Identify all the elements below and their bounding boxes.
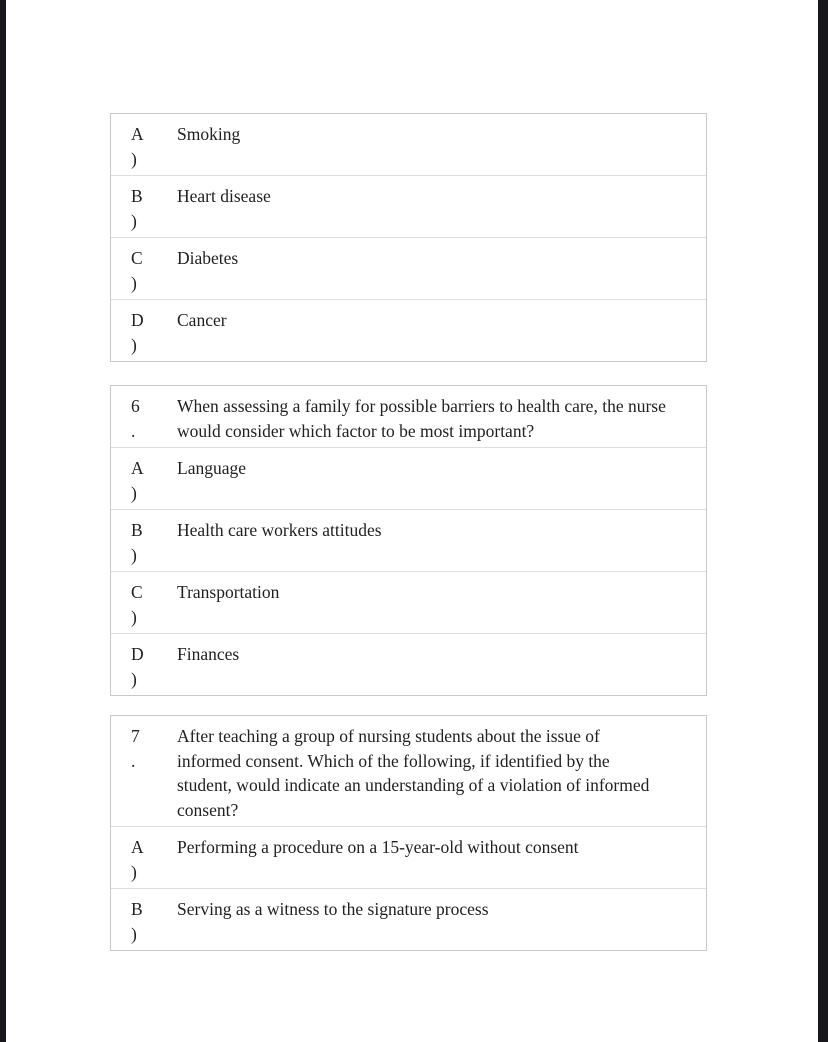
option-paren: ) — [131, 668, 137, 689]
question-number-dot: . — [131, 420, 136, 441]
screen-edge-bar-right — [818, 0, 828, 1042]
question-number-dot: . — [131, 750, 136, 771]
option-label — [111, 572, 177, 633]
option-paren: ) — [131, 544, 137, 565]
option-paren: ) — [131, 272, 137, 293]
option-row-a — [111, 114, 706, 175]
question-text: After teaching a group of nursing students about the issue of informed consent. Which of the following, if identified by the student, would indicate an understanding of a violation of informed consent? — [177, 726, 650, 820]
option-letter: A — [131, 124, 144, 144]
screen-edge-bar-left — [0, 0, 6, 1042]
option-label — [111, 300, 177, 361]
option-text: Finances — [177, 644, 240, 664]
option-label — [111, 827, 177, 888]
option-label — [111, 114, 177, 175]
quiz-table-options-block — [110, 113, 707, 362]
question-number-label — [111, 386, 177, 447]
option-letter: D — [131, 644, 144, 664]
option-text: Diabetes — [177, 248, 239, 268]
option-row-d — [111, 633, 706, 695]
option-text: Transportation — [177, 582, 280, 602]
option-letter: C — [131, 582, 143, 602]
option-row-d — [111, 299, 706, 361]
option-text: Performing a procedure on a 15-year-old without consent — [177, 837, 579, 857]
question-text: When assessing a family for possible barriers to health care, the nurse would consider which factor to be most important? — [177, 396, 666, 441]
quiz-table-question-7 — [110, 715, 707, 951]
option-text: Cancer — [177, 310, 227, 330]
option-text: Heart disease — [177, 186, 271, 206]
option-label — [111, 238, 177, 299]
option-letter: B — [131, 520, 143, 540]
question-number: 7 — [131, 726, 140, 746]
option-row-b — [111, 509, 706, 571]
question-number-label — [111, 716, 177, 777]
option-text: Language — [177, 458, 246, 478]
option-paren: ) — [131, 210, 137, 231]
option-row-b — [111, 175, 706, 237]
option-text: Smoking — [177, 124, 241, 144]
option-label — [111, 448, 177, 509]
option-row-b — [111, 888, 706, 950]
option-letter: A — [131, 837, 144, 857]
option-text: Health care workers attitudes — [177, 520, 382, 540]
question-row-6 — [111, 386, 706, 447]
option-paren: ) — [131, 482, 137, 503]
option-paren: ) — [131, 148, 137, 169]
option-row-a — [111, 447, 706, 509]
option-letter: C — [131, 248, 143, 268]
option-label — [111, 889, 177, 950]
option-letter: A — [131, 458, 144, 478]
option-letter: D — [131, 310, 144, 330]
option-label — [111, 176, 177, 237]
option-paren: ) — [131, 923, 137, 944]
option-paren: ) — [131, 861, 137, 882]
option-row-c — [111, 571, 706, 633]
question-number: 6 — [131, 396, 140, 416]
option-letter: B — [131, 186, 143, 206]
option-paren: ) — [131, 334, 137, 355]
option-paren: ) — [131, 606, 137, 627]
option-label — [111, 634, 177, 695]
option-text: Serving as a witness to the signature process — [177, 899, 489, 919]
quiz-document — [110, 113, 707, 951]
quiz-table-question-6 — [110, 385, 707, 696]
option-row-a — [111, 826, 706, 888]
option-label — [111, 510, 177, 571]
option-letter: B — [131, 899, 143, 919]
question-row-7 — [111, 716, 706, 826]
option-row-c — [111, 237, 706, 299]
